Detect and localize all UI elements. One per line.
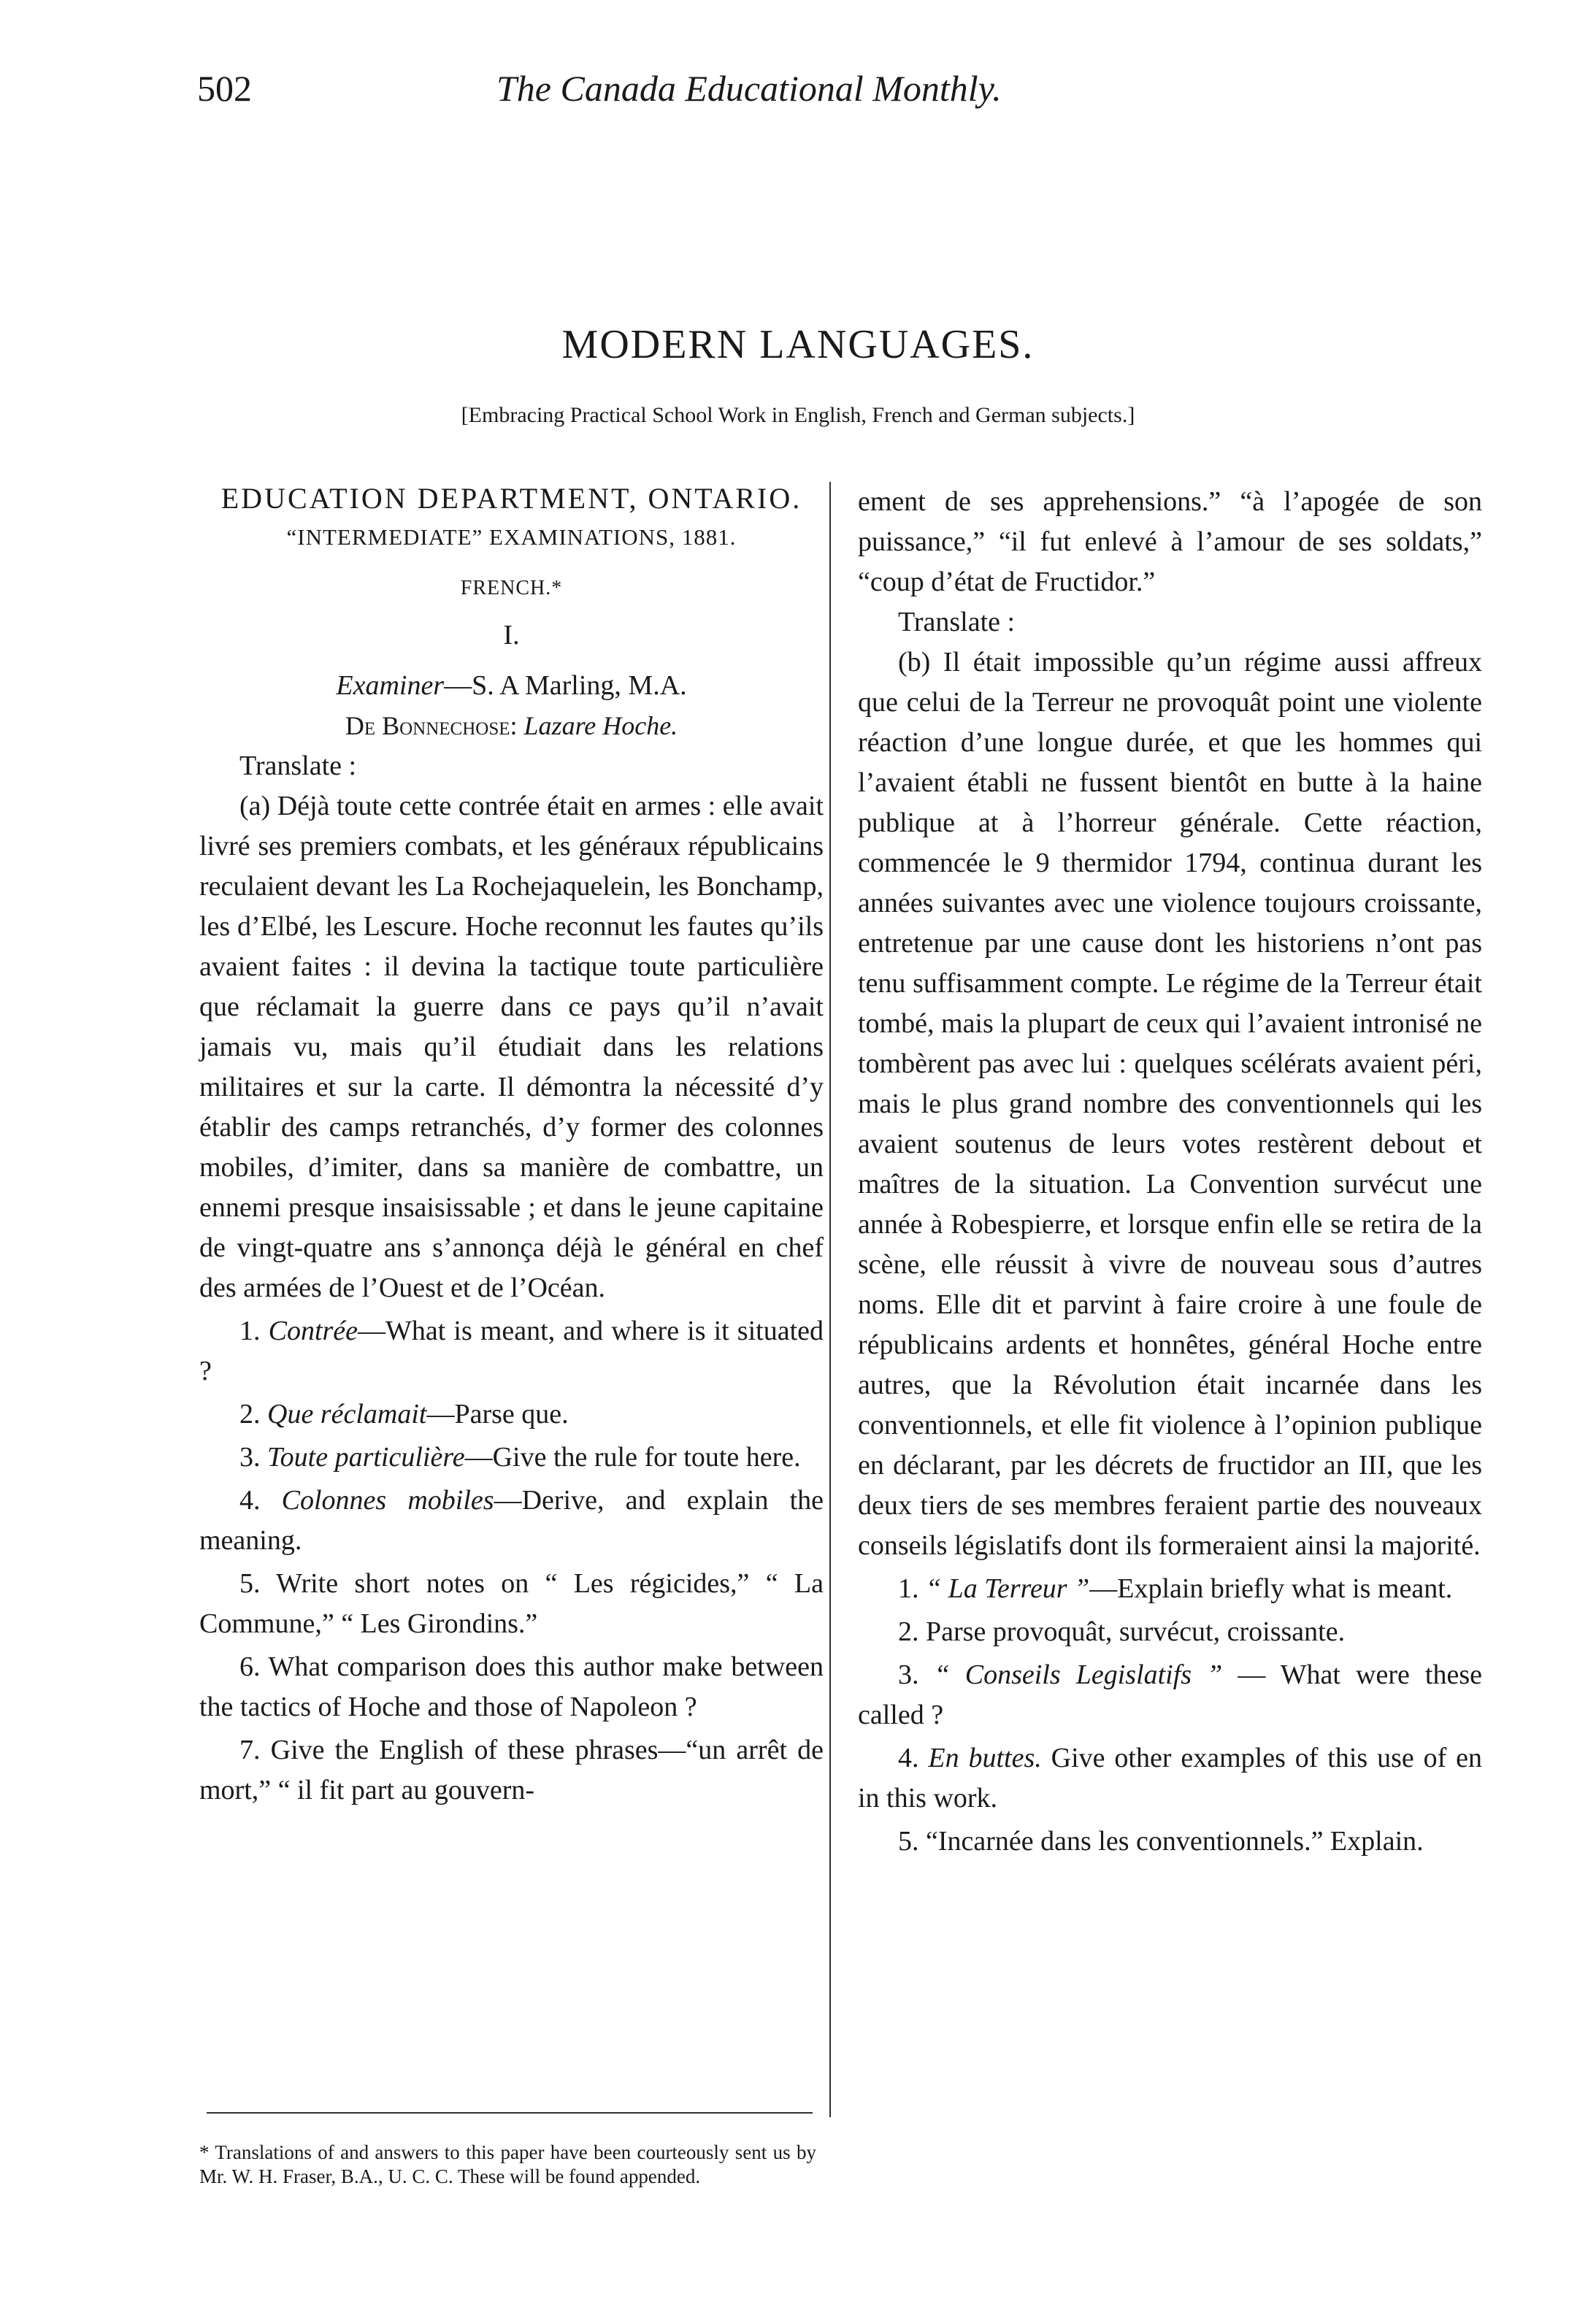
question-term: “ Conseils Legislatifs ”: [934, 1659, 1223, 1690]
question-text: —Derive, and explain the meaning.: [199, 1485, 824, 1556]
question-text: “Incarnée dans les conventionnels.” Explain.: [926, 1826, 1424, 1857]
question-number: 3.: [898, 1659, 919, 1690]
question-number: 2.: [239, 1399, 261, 1429]
examiner-name: —S. A Marling, M.A.: [444, 670, 687, 701]
passage-b: (b) Il était impossible qu’un régime aussi affreux que celui de la Terreur ne provoquât point une violente réaction d’une longue durée, et que les hommes qui l’avaient établi ne fussent bientôt en butte à la haine publique at à l’horreur générale. Cette réaction, commencée le 9 thermidor 1794, continua durant les années suivantes avec une violence toujours croissante, entretenue par une cause dont les historiens n’ont pas tenu suffisamment compte. Le régime de la Terreur était tombé, mais la plupart de ceux qui l’avaient intronisé ne tombèrent pas avec lui : quelques scélérats avaient péri, mais le plus grand nombre des conventionnels qui les avaient soutenus de leurs votes restèrent debout et maîtres de la situation. La Convention survécut une année à Robespierre, et lorsque enfin elle se retira de la scène, elle réussit à vivre de nouveau sous d’autres noms. Elle dit et parvint à faire croire à une foule de républicains ardents et honnêtes, général Hoche entre autres, que la Révolution était incarnée dans les conventionnels, et elle fit violence à l’opinion publique en déclarant, par les décrets de fructidor an III, que les deux tiers de ses membres feraient partie des nouveaux conseils législatifs dont ils formeraient ainsi la majorité.: [858, 647, 1482, 1561]
question-item: [199, 1481, 824, 1561]
question-number: 6.: [239, 1651, 261, 1682]
question-text: Give the English of these phrases—“un arrêt de mort,” “ il fit part au gouvern-: [199, 1735, 824, 1805]
question-text: — What were these called ?: [858, 1659, 1482, 1730]
question-item: [199, 1438, 824, 1478]
question-item: [199, 1647, 824, 1727]
source-author: De Bonnechose: [345, 711, 510, 740]
question-term: Colonnes mobiles: [281, 1485, 494, 1516]
question-number: 5.: [239, 1568, 261, 1599]
section-subtitle: [Embracing Practical School Work in English, French and German subjects.]: [461, 403, 1135, 427]
question-text: —Explain briefly what is meant.: [1089, 1573, 1453, 1604]
question-number: 4.: [239, 1485, 261, 1516]
page-number: 502: [197, 68, 252, 109]
question-text: —Give the rule for toute here.: [464, 1442, 801, 1473]
journal-title: The Canada Educational Monthly.: [496, 68, 1002, 109]
question-item: [199, 1564, 824, 1644]
examiner-line: [199, 666, 824, 706]
question-item: [858, 1655, 1482, 1735]
question-term: “ La Terreur ”: [926, 1573, 1090, 1604]
question-item: [199, 1730, 824, 1811]
question-number: 1.: [898, 1573, 919, 1604]
source-separator: :: [510, 711, 524, 740]
continuation-text: ement de ses apprehensions.” “à l’apogée de son puissance,” “il fut enlevé à l’amour de ses soldats,” “coup d’état de Fructidor.”: [858, 486, 1482, 597]
question-item: [858, 1569, 1482, 1609]
department-heading: EDUCATION DEPARTMENT, ONTARIO.: [220, 482, 802, 515]
question-item: [199, 1311, 824, 1392]
question-number: 5.: [898, 1826, 919, 1857]
passage-a: (a) Déjà toute cette contrée était en armes : elle avait livré ses premiers combats, et les généraux républicains reculaient devant les La Rochejaquelein, les Bonchamp, les d’Elbé, les Lescure. Hoche reconnut les fautes qu’ils avaient faites : il devina la tactique toute particulière que réclamait la guerre dans ce pays qu’il n’avait jamais vu, mais qu’il étudiait dans les relations militaires et sur la carte. Il démontra la nécessité d’y établir des camps retranchés, d’y former des colonnes mobiles, d’imiter, dans sa manière de combattre, un ennemi presque insaisissable ; et dans le jeune capitaine de vingt-quatre ans s’annonça déjà le général en chef des armées de l’Ouest et de l’Océan.: [199, 791, 824, 1303]
question-text: Parse provoquât, survécut, croissante.: [926, 1616, 1346, 1647]
question-text: Write short notes on “ Les régicides,” “ La Commune,” “ Les Girondins.”: [199, 1568, 824, 1639]
question-number: 4.: [898, 1743, 919, 1773]
question-item: [858, 1738, 1482, 1819]
question-term: Que réclamait: [267, 1399, 427, 1429]
question-text: Give other examples of this use of en in this work.: [858, 1743, 1483, 1814]
question-text: —Parse que.: [426, 1399, 569, 1429]
footnote: * Translations of and answers to this paper have been courteously sent us by Mr. W. H. Fraser, B.A., U. C. C. These will be found appended.: [199, 2141, 816, 2187]
question-number: 3.: [239, 1442, 261, 1473]
question-item: [858, 1612, 1482, 1652]
left-column: [199, 482, 824, 1811]
footnote-rule: [207, 2112, 813, 2114]
running-head: [197, 67, 1453, 111]
question-term: Contrée: [268, 1316, 358, 1346]
question-term: Toute particulière: [267, 1442, 465, 1473]
question-text: —What is meant, and where is it situated ?: [199, 1316, 824, 1386]
question-number: 1.: [239, 1316, 261, 1346]
subject-heading: FRENCH.*: [460, 577, 563, 599]
translate-label: Translate :: [898, 607, 1016, 637]
translate-label: Translate :: [239, 751, 357, 781]
examinations-heading: “INTERMEDIATE” EXAMINATIONS, 1881.: [286, 524, 737, 550]
source-work: Lazare Hoche.: [523, 711, 678, 740]
question-item: [858, 1822, 1482, 1862]
right-column: [858, 482, 1482, 1862]
column-divider: [829, 482, 831, 2117]
question-term: En buttes.: [928, 1743, 1042, 1773]
question-text: What comparison does this author make between the tactics of Hoche and those of Napoleon ?: [199, 1651, 824, 1722]
question-number: 7.: [239, 1735, 261, 1765]
source-line: [199, 706, 824, 746]
question-number: 2.: [898, 1616, 919, 1647]
paper-number: I.: [503, 620, 520, 651]
examiner-label: Examiner: [336, 670, 445, 701]
section-title: MODERN LANGUAGES.: [561, 322, 1035, 367]
question-item: [199, 1394, 824, 1435]
